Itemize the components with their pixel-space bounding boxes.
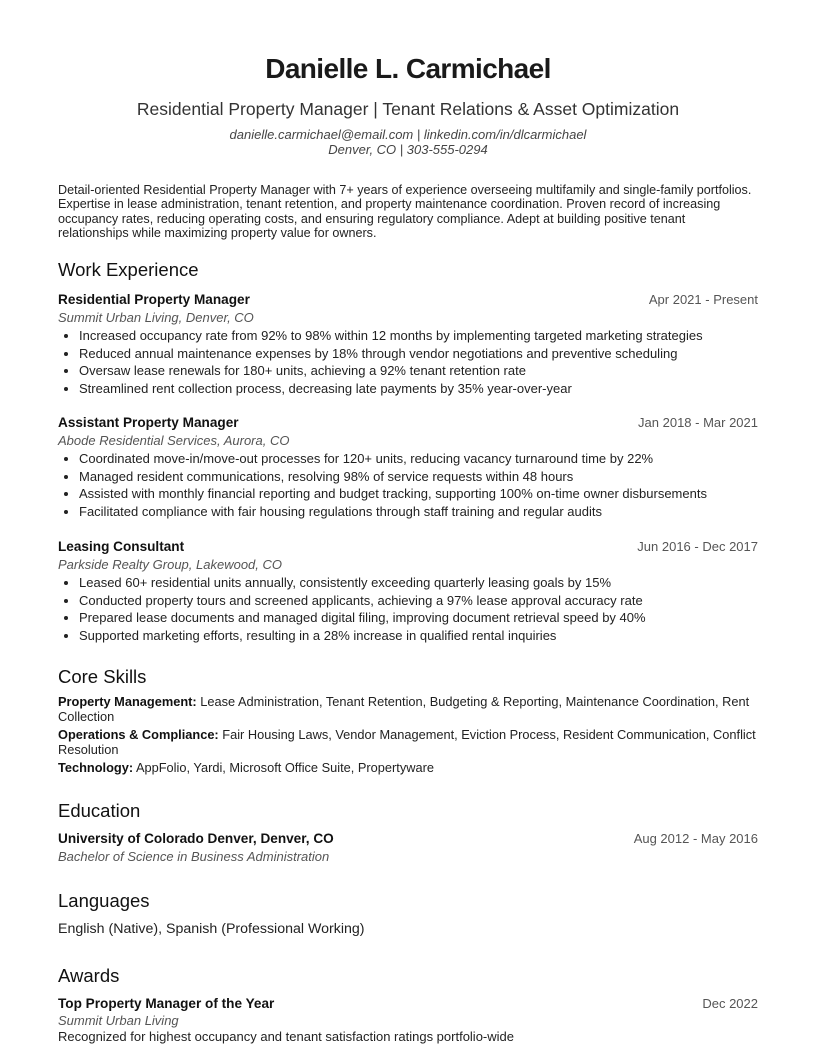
work-experience-section [58,259,758,281]
education-header [58,830,758,848]
skill-list: AppFolio, Yardi, Microsoft Office Suite, Propertyware [133,760,434,775]
skill-category: Operations & Compliance: [58,727,219,742]
candidate-name: Danielle L. Carmichael [265,53,551,84]
job-header [58,538,758,556]
section-title-awards: Awards [58,965,120,986]
contact-line-location-phone: Denver, CO | 303-555-0294 [328,142,488,157]
job-bullet: • Oversaw lease renewals for 180+ units, achieving a 92% tenant retention rate [79,362,758,380]
job-entry [58,291,758,397]
award-description: Recognized for highest occupancy and tenant satisfaction ratings portfolio-wide [58,1029,514,1044]
awards-section [58,965,758,1048]
job-dates: Apr 2021 - Present [648,292,758,307]
skill-row [58,727,758,757]
education-dates: Aug 2012 - May 2016 [633,831,758,846]
job-bullet: • Leased 60+ residential units annually, consistently exceeding quarterly leasing goals by 15% [79,574,758,592]
job-bullet: • Conducted property tours and screened applicants, achieving a 97% lease approval accuracy rate [79,592,758,610]
professional-summary: Detail-oriented Residential Property Manager with 7+ years of experience overseeing multifamily and single-family portfolios. Expertise in lease administration, tenant retention, and property maintenance coordination. Proven record of increasing occupancy rates, reducing operating costs, and ensuring regulatory compliance. Adept at building positive tenant relationships while maximizing property value for owners. [58,183,752,240]
languages-section [58,890,758,938]
job-company: Abode Residential Services, Aurora, CO [58,433,290,448]
job-bullet: • Prepared lease documents and managed digital filing, improving document retrieval speed by 40% [79,609,758,627]
job-company: Parkside Realty Group, Lakewood, CO [58,557,282,572]
school-name: University of Colorado Denver, Denver, CO [58,831,334,846]
skill-category: Property Management: [58,694,197,709]
job-dates: Jan 2018 - Mar 2021 [638,415,758,430]
job-bullet: • Coordinated move-in/move-out processes for 120+ units, reducing vacancy turnaround time by 22% [79,450,758,468]
job-title: Leasing Consultant [58,539,185,554]
award-organization: Summit Urban Living [58,1013,179,1028]
professional-tagline: Residential Property Manager | Tenant Relations & Asset Optimization [136,99,680,119]
job-bullet: • Reduced annual maintenance expenses by 18% through vendor negotiations and preventive scheduling [79,345,758,363]
job-title: Residential Property Manager [58,292,250,307]
section-title-languages: Languages [58,890,150,911]
contact-line-email-linkedin: danielle.carmichael@email.com | linkedin.com/in/dlcarmichael [229,127,587,142]
skill-list: Fair Housing Laws, Vendor Management, Eviction Process, Resident Communication, Conflict Resolution [58,727,756,757]
award-title: Top Property Manager of the Year [58,996,275,1011]
job-bullet: • Assisted with monthly financial reporting and budget tracking, supporting 100% on-time owner disbursements [79,485,758,503]
job-bullets [58,574,758,644]
job-title: Assistant Property Manager [58,415,239,430]
job-bullet: • Facilitated compliance with fair housing regulations through staff training and regular audits [79,503,758,521]
section-title-education: Education [58,800,141,821]
award-date: Dec 2022 [702,996,758,1011]
job-entry [58,538,758,644]
job-bullet: • Increased occupancy rate from 92% to 98% within 12 months by implementing targeted marketing strategies [79,327,758,345]
skill-category: Technology: [58,760,134,775]
education-section [58,800,758,866]
degree: Bachelor of Science in Business Administration [58,849,330,864]
skill-list: Lease Administration, Tenant Retention, Budgeting & Reporting, Maintenance Coordination, Rent Collection [58,694,750,724]
section-title-core-skills: Core Skills [58,666,147,687]
job-header [58,291,758,309]
job-bullet: • Supported marketing efforts, resulting in a 28% increase in qualified rental inquiries [79,627,758,645]
job-bullet: • Managed resident communications, resolving 98% of service requests within 48 hours [79,468,758,486]
job-bullets [58,327,758,397]
job-entry [58,414,758,520]
job-bullets [58,450,758,520]
core-skills-section [58,666,758,778]
skill-row [58,694,758,724]
award-header [58,995,758,1013]
section-title-work-experience: Work Experience [58,259,199,280]
job-header [58,414,758,432]
job-company: Summit Urban Living, Denver, CO [58,310,254,325]
job-bullet: • Streamlined rent collection process, decreasing late payments by 35% year-over-year [79,380,758,398]
skill-row [58,760,758,775]
job-dates: Jun 2016 - Dec 2017 [637,539,758,554]
languages-list: English (Native), Spanish (Professional Working) [58,921,365,937]
